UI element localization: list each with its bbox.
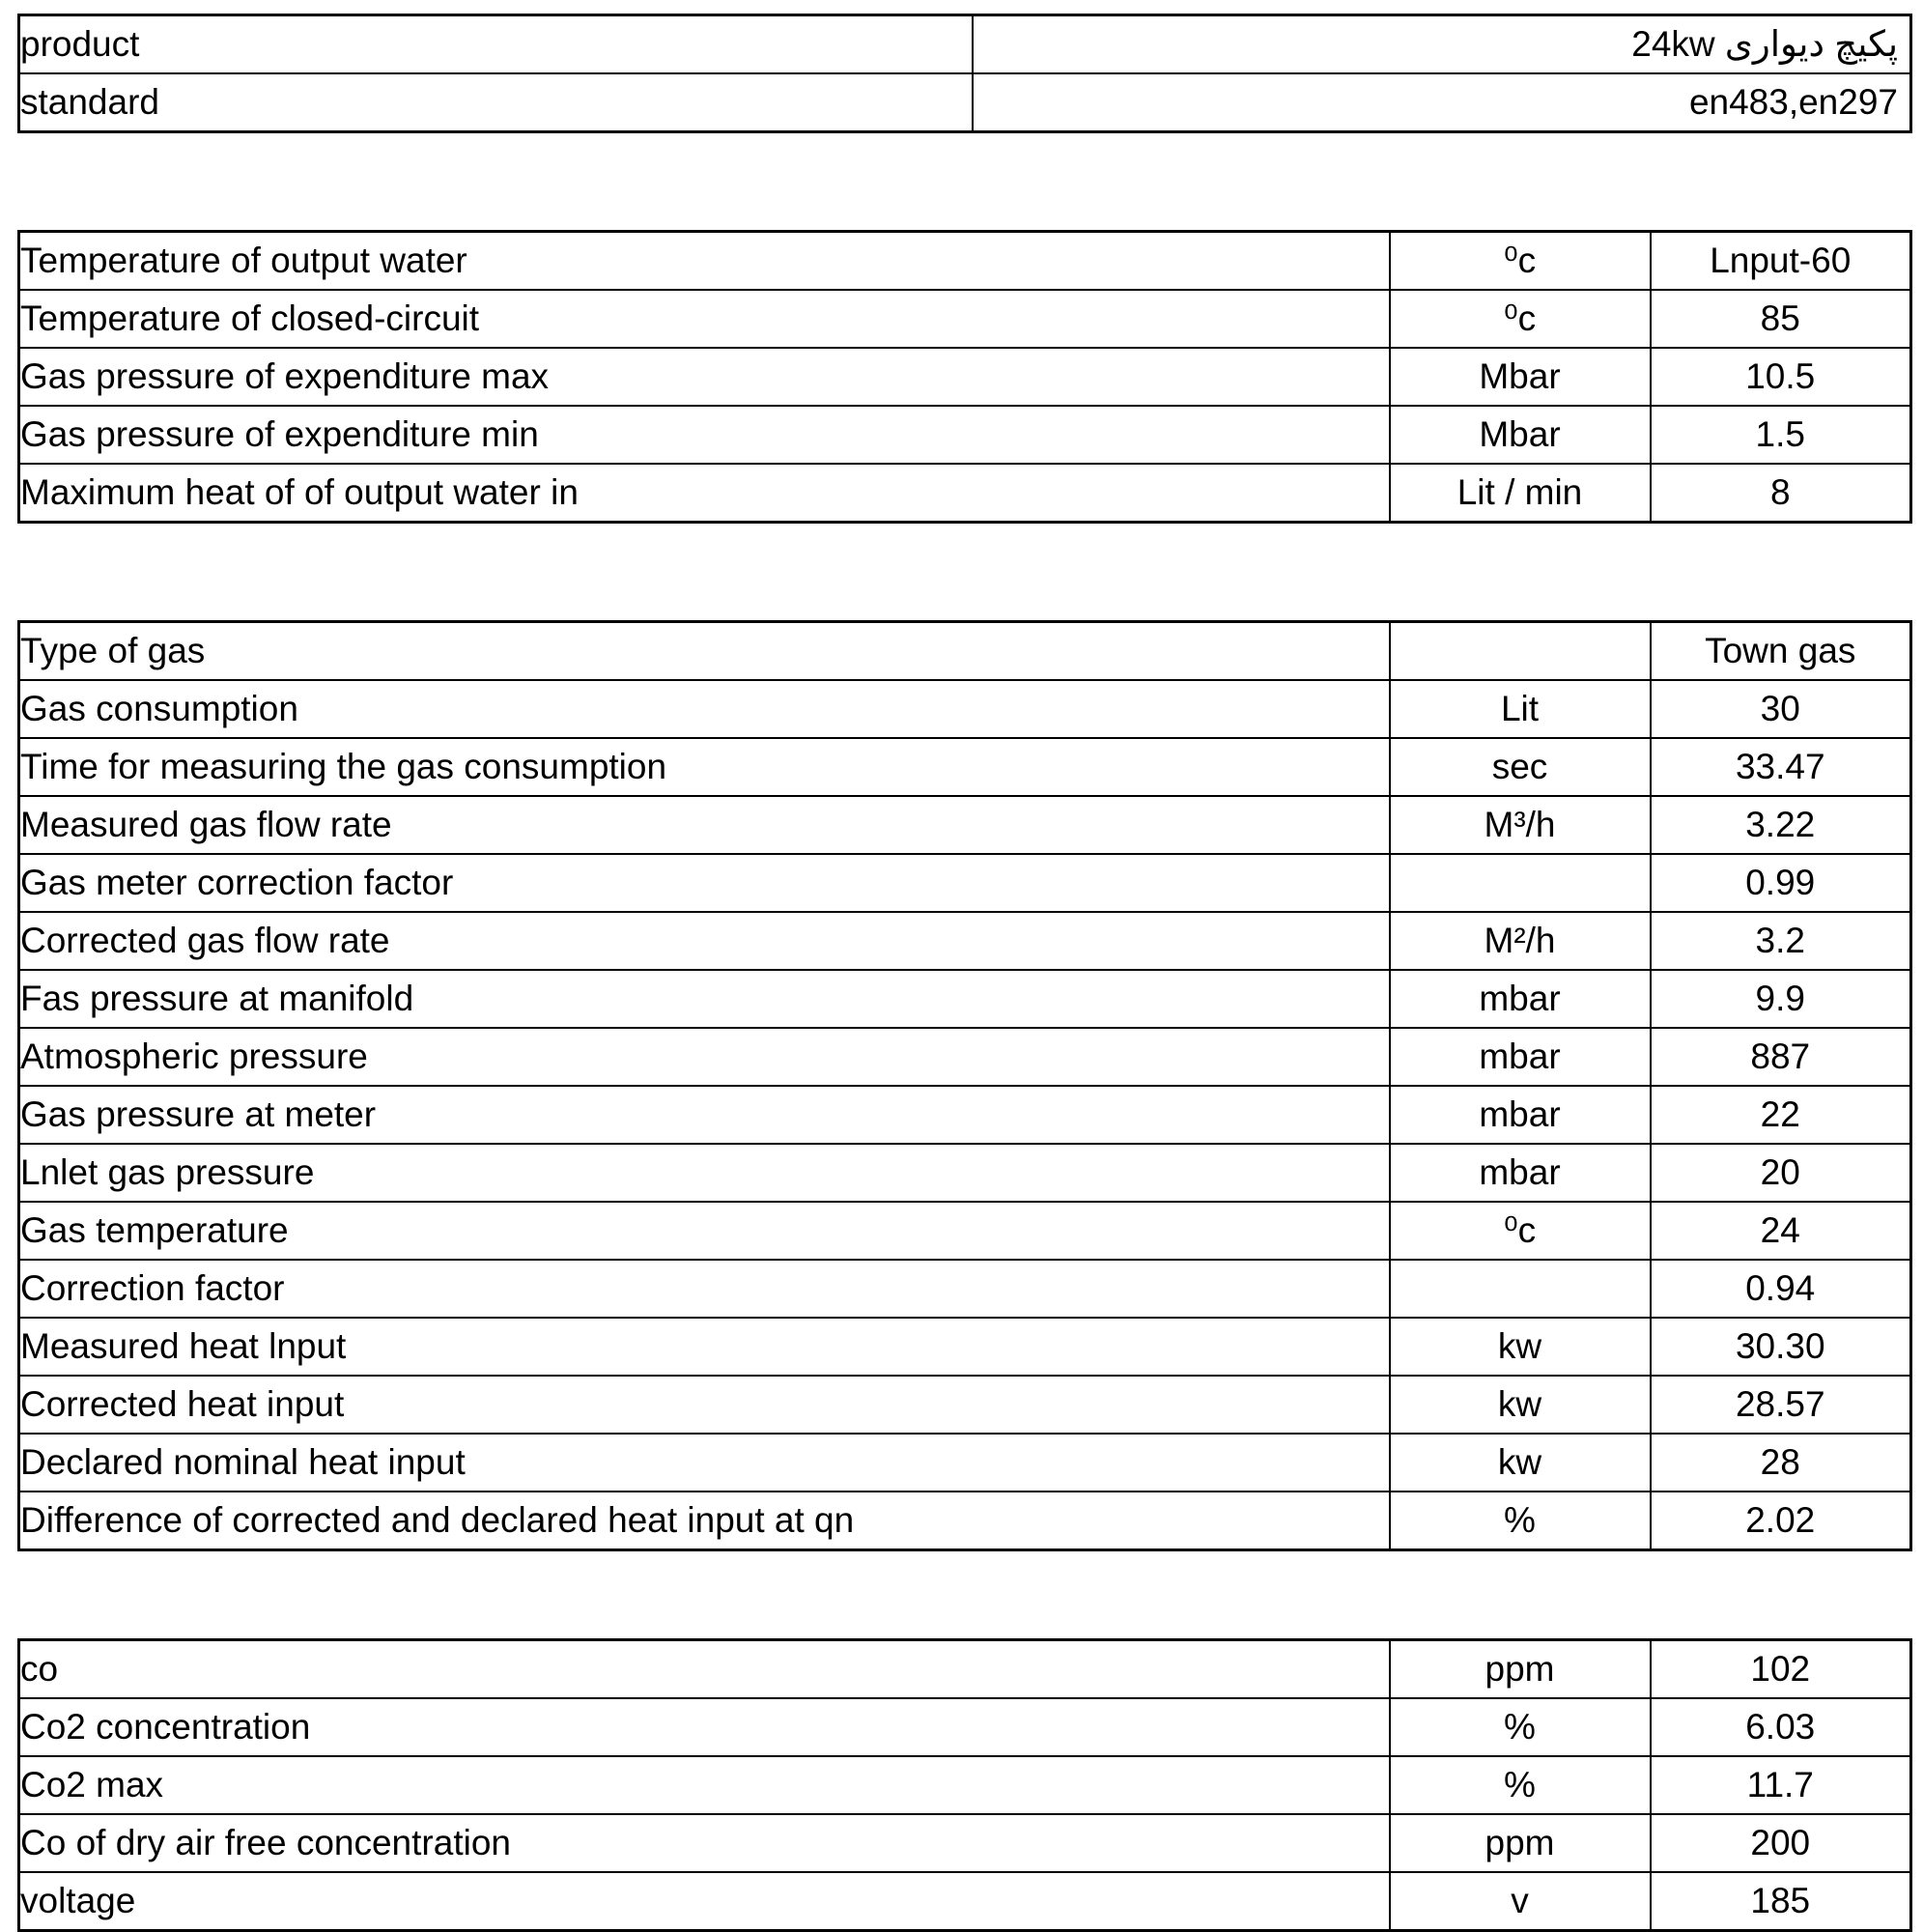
value-cell: پکیچ دیواری 24kw: [973, 15, 1911, 74]
unit-cell: %: [1390, 1756, 1651, 1814]
label-cell: Gas pressure of expenditure min: [19, 406, 1390, 464]
table-row: [19, 912, 1911, 970]
label-cell: Co2 max: [19, 1756, 1390, 1814]
table-row: [19, 796, 1911, 854]
value-cell: Lnput-60: [1651, 232, 1911, 291]
unit-cell: mbar: [1390, 1144, 1651, 1202]
value-cell: 22: [1651, 1086, 1911, 1144]
label-cell: Atmospheric pressure: [19, 1028, 1390, 1086]
label-cell: Measured heat lnput: [19, 1318, 1390, 1376]
table-row: [19, 406, 1911, 464]
table-row: [19, 1028, 1911, 1086]
product-standard-table-body: [19, 15, 1911, 132]
water-temperature-table: [17, 230, 1912, 524]
table-row: [19, 738, 1911, 796]
unit-cell: kw: [1390, 1434, 1651, 1492]
value-cell: 0.94: [1651, 1260, 1911, 1318]
value-cell: 11.7: [1651, 1756, 1911, 1814]
unit-cell: v: [1390, 1872, 1651, 1931]
label-cell: Gas temperature: [19, 1202, 1390, 1260]
label-cell: Maximum heat of of output water in: [19, 464, 1390, 523]
label-cell: Lnlet gas pressure: [19, 1144, 1390, 1202]
table-row: [19, 854, 1911, 912]
label-cell: voltage: [19, 1872, 1390, 1931]
label-cell: Correction factor: [19, 1260, 1390, 1318]
value-cell: 102: [1651, 1640, 1911, 1699]
gas-measurement-table: [17, 620, 1912, 1551]
value-cell: 3.22: [1651, 796, 1911, 854]
table-row: [19, 1260, 1911, 1318]
table-row: [19, 348, 1911, 406]
unit-cell: mbar: [1390, 1028, 1651, 1086]
unit-cell: M³/h: [1390, 796, 1651, 854]
product-standard-table: [17, 14, 1912, 133]
table-row: [19, 1202, 1911, 1260]
table-row: [19, 1144, 1911, 1202]
table-row: [19, 1640, 1911, 1699]
unit-cell: %: [1390, 1698, 1651, 1756]
table-row: [19, 1814, 1911, 1872]
unit-cell: ⁰c: [1390, 232, 1651, 291]
table-row: [19, 290, 1911, 348]
table-row: [19, 1318, 1911, 1376]
table-row: [19, 1698, 1911, 1756]
label-cell: Co of dry air free concentration: [19, 1814, 1390, 1872]
label-cell: Corrected gas flow rate: [19, 912, 1390, 970]
label-cell: Gas meter correction factor: [19, 854, 1390, 912]
value-cell: 200: [1651, 1814, 1911, 1872]
unit-cell: %: [1390, 1492, 1651, 1550]
label-cell: co: [19, 1640, 1390, 1699]
label-cell: Temperature of output water: [19, 232, 1390, 291]
value-cell: 30.30: [1651, 1318, 1911, 1376]
unit-cell: Lit / min: [1390, 464, 1651, 523]
table-row: [19, 1434, 1911, 1492]
table-row: [19, 1376, 1911, 1434]
table-row: [19, 15, 1911, 74]
label-cell: Measured gas flow rate: [19, 796, 1390, 854]
table-row: [19, 1492, 1911, 1550]
value-cell: 28: [1651, 1434, 1911, 1492]
unit-cell: kw: [1390, 1376, 1651, 1434]
value-cell: 9.9: [1651, 970, 1911, 1028]
value-cell: 6.03: [1651, 1698, 1911, 1756]
table-row: [19, 622, 1911, 681]
unit-cell: [1390, 1260, 1651, 1318]
label-cell: Temperature of closed-circuit: [19, 290, 1390, 348]
unit-cell: ⁰c: [1390, 1202, 1651, 1260]
unit-cell: M²/h: [1390, 912, 1651, 970]
table-row: [19, 1756, 1911, 1814]
label-cell: standard: [19, 73, 973, 132]
emissions-voltage-table: [17, 1638, 1912, 1932]
unit-cell: ⁰c: [1390, 290, 1651, 348]
value-cell: Town gas: [1651, 622, 1911, 681]
value-cell: 28.57: [1651, 1376, 1911, 1434]
value-cell: 10.5: [1651, 348, 1911, 406]
value-cell: 33.47: [1651, 738, 1911, 796]
table-row: [19, 232, 1911, 291]
table-row: [19, 1872, 1911, 1931]
unit-cell: sec: [1390, 738, 1651, 796]
label-cell: Difference of corrected and declared heat input at qn: [19, 1492, 1390, 1550]
table-row: [19, 73, 1911, 132]
unit-cell: [1390, 854, 1651, 912]
table-row: [19, 1086, 1911, 1144]
label-cell: Gas consumption: [19, 680, 1390, 738]
gas-measurement-table-body: [19, 622, 1911, 1550]
value-cell: 30: [1651, 680, 1911, 738]
value-cell: 8: [1651, 464, 1911, 523]
unit-cell: Lit: [1390, 680, 1651, 738]
label-cell: Gas pressure at meter: [19, 1086, 1390, 1144]
value-cell: 1.5: [1651, 406, 1911, 464]
table-row: [19, 970, 1911, 1028]
value-cell: 2.02: [1651, 1492, 1911, 1550]
unit-cell: Mbar: [1390, 348, 1651, 406]
table-row: [19, 464, 1911, 523]
water-temperature-table-body: [19, 232, 1911, 523]
unit-cell: [1390, 622, 1651, 681]
label-cell: Fas pressure at manifold: [19, 970, 1390, 1028]
table-row: [19, 680, 1911, 738]
label-cell: Co2 concentration: [19, 1698, 1390, 1756]
label-cell: Gas pressure of expenditure max: [19, 348, 1390, 406]
value-cell: 887: [1651, 1028, 1911, 1086]
value-cell: 3.2: [1651, 912, 1911, 970]
label-cell: Type of gas: [19, 622, 1390, 681]
unit-cell: ppm: [1390, 1814, 1651, 1872]
unit-cell: mbar: [1390, 970, 1651, 1028]
label-cell: Corrected heat input: [19, 1376, 1390, 1434]
unit-cell: ppm: [1390, 1640, 1651, 1699]
label-cell: Declared nominal heat input: [19, 1434, 1390, 1492]
value-cell: 185: [1651, 1872, 1911, 1931]
label-cell: product: [19, 15, 973, 74]
report-page: [0, 14, 1923, 1920]
emissions-voltage-table-body: [19, 1640, 1911, 1931]
unit-cell: Mbar: [1390, 406, 1651, 464]
unit-cell: mbar: [1390, 1086, 1651, 1144]
unit-cell: kw: [1390, 1318, 1651, 1376]
value-cell: 0.99: [1651, 854, 1911, 912]
value-cell: 24: [1651, 1202, 1911, 1260]
value-cell: en483,en297: [973, 73, 1911, 132]
value-cell: 20: [1651, 1144, 1911, 1202]
label-cell: Time for measuring the gas consumption: [19, 738, 1390, 796]
value-cell: 85: [1651, 290, 1911, 348]
